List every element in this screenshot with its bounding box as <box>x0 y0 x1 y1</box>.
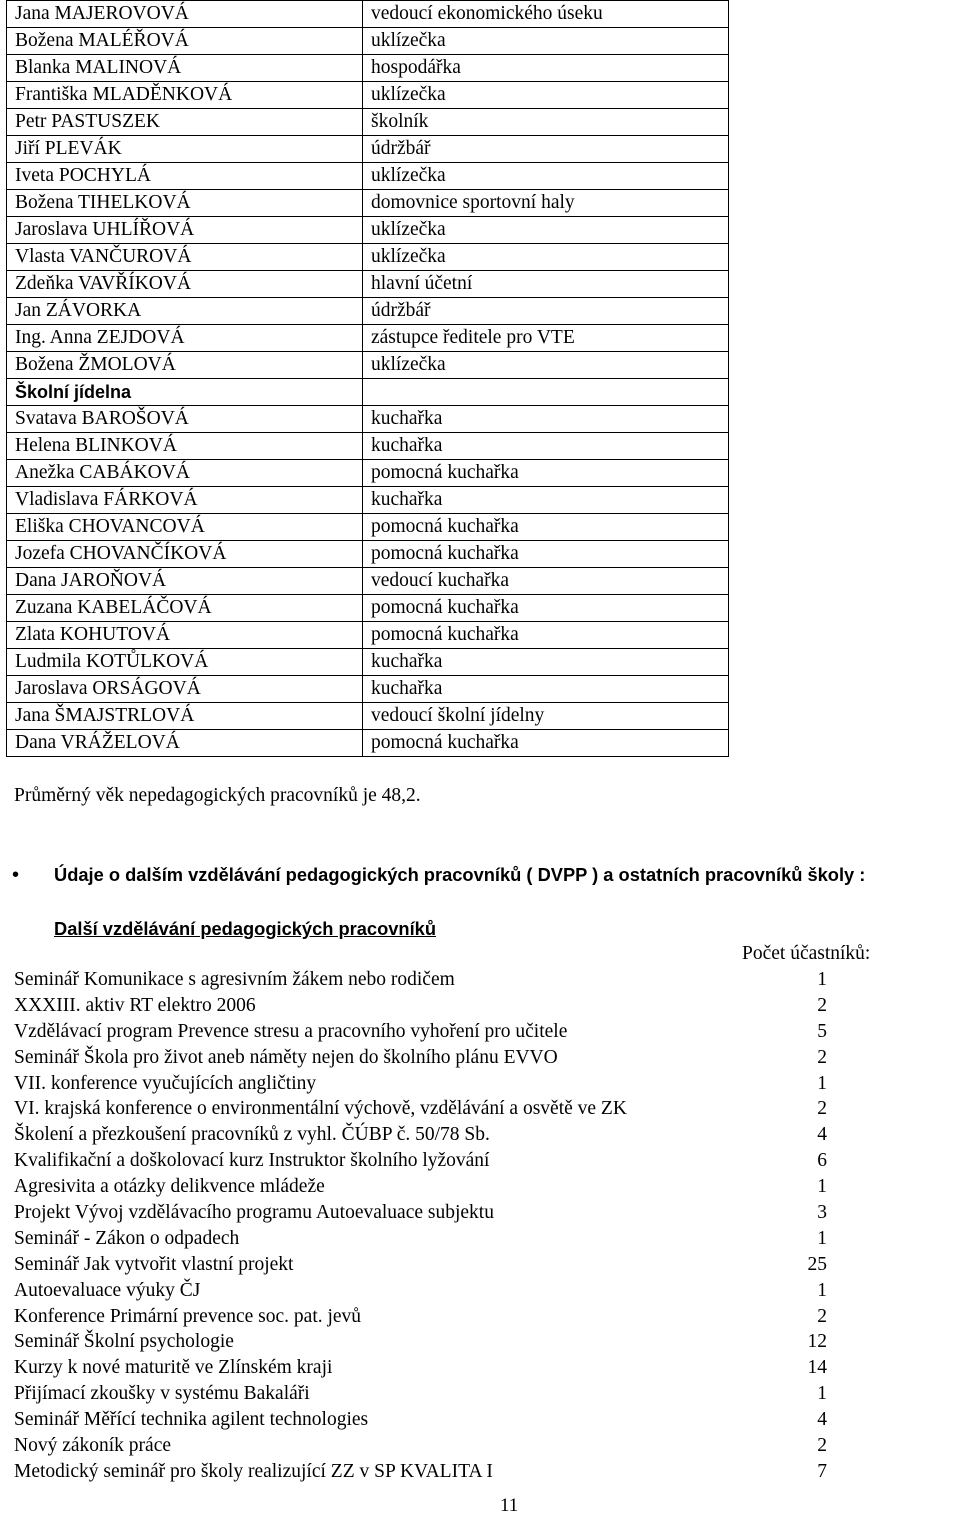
seminar-row <box>14 1381 854 1407</box>
staff-name: Jan ZÁVORKA <box>7 298 363 325</box>
staff-name: Blanka MALINOVÁ <box>7 55 363 82</box>
staff-role: uklízečka <box>363 28 729 55</box>
seminar-name: Nový zákoník práce <box>14 1435 172 1457</box>
seminar-participant-count: 1 <box>817 1072 827 1094</box>
staff-role: hlavní účetní <box>363 271 729 298</box>
staff-role: zástupce ředitele pro VTE <box>363 325 729 352</box>
staff-name: Ludmila KOTŮLKOVÁ <box>7 649 363 676</box>
staff-name: Božena ŽMOLOVÁ <box>7 352 363 379</box>
staff-row <box>7 82 729 109</box>
seminar-participant-count: 1 <box>817 969 827 990</box>
seminar-row <box>14 1200 854 1226</box>
staff-row <box>7 406 729 433</box>
seminar-row <box>14 1096 854 1122</box>
staff-row <box>7 460 729 487</box>
seminar-row <box>14 1304 854 1330</box>
staff-name: Jaroslava UHLÍŘOVÁ <box>7 217 363 244</box>
seminar-participant-count: 4 <box>817 1409 827 1431</box>
staff-name: Jiří PLEVÁK <box>7 136 363 163</box>
seminar-row <box>14 1122 854 1148</box>
staff-table-body <box>7 1 729 757</box>
page-number: 11 <box>500 1495 519 1516</box>
seminar-row <box>14 1148 854 1174</box>
seminar-row <box>14 1407 854 1433</box>
staff-name: Zlata KOHUTOVÁ <box>7 622 363 649</box>
staff-role: kuchařka <box>363 649 729 676</box>
seminar-participant-count: 3 <box>817 1202 827 1224</box>
staff-role: hospodářka <box>363 55 729 82</box>
staff-row <box>7 298 729 325</box>
staff-role <box>363 379 729 406</box>
staff-row <box>7 217 729 244</box>
staff-name: Ing. Anna ZEJDOVÁ <box>7 325 363 352</box>
seminar-participant-count: 12 <box>807 1331 827 1353</box>
seminar-participant-count: 1 <box>817 1176 827 1198</box>
seminar-row <box>14 993 854 1019</box>
staff-name: Vladislava FÁRKOVÁ <box>7 487 363 514</box>
seminar-participant-count: 25 <box>807 1253 827 1275</box>
staff-role: vedoucí kuchařka <box>363 568 729 595</box>
section-row <box>7 379 729 406</box>
seminar-participant-count: 14 <box>807 1357 827 1379</box>
staff-row <box>7 622 729 649</box>
seminar-row <box>14 1226 854 1252</box>
staff-row <box>7 163 729 190</box>
seminar-participant-count: 1 <box>817 1279 827 1301</box>
seminar-name: Seminář Školní psychologie <box>14 1331 234 1353</box>
seminar-name: Metodický seminář pro školy realizující ZZ v SP KVALITA I <box>14 1460 493 1482</box>
seminar-name: Seminář Škola pro život aneb náměty nejen do školního plánu EVVO <box>14 1046 558 1068</box>
staff-row <box>7 730 729 757</box>
seminar-name: Seminář Měřící technika agilent technologies <box>14 1409 369 1431</box>
staff-role: pomocná kuchařka <box>363 622 729 649</box>
dvpp-heading: Údaje o dalším vzdělávání pedagogických pracovníků ( DVPP ) a ostatních pracovníků školy : <box>54 864 866 885</box>
seminar-participant-count: 4 <box>817 1124 827 1146</box>
staff-role: uklízečka <box>363 163 729 190</box>
staff-row <box>7 514 729 541</box>
staff-row <box>7 487 729 514</box>
staff-name: Anežka CABÁKOVÁ <box>7 460 363 487</box>
seminar-name: Kurzy k nové maturitě ve Zlínském kraji <box>14 1357 333 1379</box>
seminar-participant-count: 5 <box>817 1020 827 1042</box>
seminar-row <box>14 1071 854 1097</box>
seminar-participant-count: 2 <box>817 1046 827 1068</box>
seminar-row <box>14 1329 854 1355</box>
seminar-participant-count: 7 <box>817 1460 827 1482</box>
staff-name: Božena TIHELKOVÁ <box>7 190 363 217</box>
seminar-name: VII. konference vyučujících angličtiny <box>14 1072 317 1094</box>
seminar-row <box>14 1355 854 1381</box>
staff-role: uklízečka <box>363 352 729 379</box>
staff-role: uklízečka <box>363 244 729 271</box>
seminar-name: Seminář Komunikace s agresivním žákem nebo rodičem <box>14 969 455 990</box>
seminar-name: Autoevaluace výuky ČJ <box>14 1279 201 1301</box>
staff-row <box>7 109 729 136</box>
staff-row <box>7 244 729 271</box>
staff-row <box>7 325 729 352</box>
staff-row <box>7 703 729 730</box>
staff-role: údržbář <box>363 136 729 163</box>
staff-role: pomocná kuchařka <box>363 460 729 487</box>
staff-name: Zuzana KABELÁČOVÁ <box>7 595 363 622</box>
staff-row <box>7 1 729 28</box>
staff-row <box>7 433 729 460</box>
staff-row <box>7 568 729 595</box>
staff-row <box>7 28 729 55</box>
staff-role: uklízečka <box>363 82 729 109</box>
participants-count-header: Počet účastníků: <box>742 943 871 964</box>
seminar-name: Agresivita a otázky delikvence mládeže <box>14 1176 325 1198</box>
staff-name: Dana VRÁŽELOVÁ <box>7 730 363 757</box>
seminar-name: XXXIII. aktiv RT elektro 2006 <box>14 994 256 1016</box>
staff-name: Božena MALÉŘOVÁ <box>7 28 363 55</box>
seminar-row <box>14 1045 854 1071</box>
seminar-row <box>14 967 854 993</box>
staff-role: vedoucí ekonomického úseku <box>363 1 729 28</box>
staff-role: údržbář <box>363 298 729 325</box>
staff-row <box>7 136 729 163</box>
dvpp-subheading: Další vzdělávání pedagogických pracovníků <box>54 918 437 939</box>
seminar-name: Školení a přezkoušení pracovníků z vyhl. ČÚBP č. 50/78 Sb. <box>14 1124 490 1146</box>
staff-row <box>7 352 729 379</box>
seminar-name: Projekt Vývoj vzdělávacího programu Autoevaluace subjektu <box>14 1202 494 1224</box>
staff-name: Jaroslava ORSÁGOVÁ <box>7 676 363 703</box>
staff-role: vedoucí školní jídelny <box>363 703 729 730</box>
staff-name: Petr PASTUSZEK <box>7 109 363 136</box>
seminar-name: Konference Primární prevence soc. pat. jevů <box>14 1305 362 1327</box>
staff-row <box>7 190 729 217</box>
seminar-row <box>14 1252 854 1278</box>
staff-role: kuchařka <box>363 406 729 433</box>
staff-name: Dana JAROŇOVÁ <box>7 568 363 595</box>
seminar-name: VI. krajská konference o environmentální výchově, vzdělávání a osvětě ve ZK <box>14 1098 627 1120</box>
staff-name: Svatava BAROŠOVÁ <box>7 406 363 433</box>
staff-table <box>6 0 729 757</box>
staff-name: Jana MAJEROVOVÁ <box>7 1 363 28</box>
seminar-participant-count: 2 <box>817 994 827 1016</box>
staff-name: Eliška CHOVANCOVÁ <box>7 514 363 541</box>
seminar-list <box>14 967 854 1485</box>
seminar-participant-count: 2 <box>817 1098 827 1120</box>
staff-name: Jozefa CHOVANČÍKOVÁ <box>7 541 363 568</box>
staff-role: pomocná kuchařka <box>363 595 729 622</box>
section-title: Školní jídelna <box>7 379 363 406</box>
staff-role: školník <box>363 109 729 136</box>
seminar-participant-count: 1 <box>817 1227 827 1249</box>
average-age-note: Průměrný věk nepedagogických pracovníků je 48,2. <box>14 785 421 806</box>
staff-row <box>7 676 729 703</box>
staff-role: kuchařka <box>363 433 729 460</box>
seminar-row <box>14 1278 854 1304</box>
staff-row <box>7 649 729 676</box>
staff-name: Vlasta VANČUROVÁ <box>7 244 363 271</box>
staff-name: Helena BLINKOVÁ <box>7 433 363 460</box>
seminar-name: Seminář Jak vytvořit vlastní projekt <box>14 1253 294 1275</box>
seminar-row <box>14 1019 854 1045</box>
staff-row <box>7 595 729 622</box>
staff-name: Zdeňka VAVŘÍKOVÁ <box>7 271 363 298</box>
staff-role: uklízečka <box>363 217 729 244</box>
staff-role: domovnice sportovní haly <box>363 190 729 217</box>
seminar-row <box>14 1459 854 1485</box>
seminar-row <box>14 1174 854 1200</box>
staff-name: Františka MLADĚNKOVÁ <box>7 82 363 109</box>
seminar-name: Přijímací zkoušky v systému Bakaláři <box>14 1383 310 1405</box>
seminar-participant-count: 2 <box>817 1435 827 1457</box>
seminar-row <box>14 1433 854 1459</box>
seminar-participant-count: 6 <box>817 1150 827 1172</box>
staff-role: pomocná kuchařka <box>363 514 729 541</box>
staff-role: pomocná kuchařka <box>363 541 729 568</box>
seminar-name: Kvalifikační a doškolovací kurz Instruktor školního lyžování <box>14 1150 490 1172</box>
staff-row <box>7 541 729 568</box>
staff-name: Iveta POCHYLÁ <box>7 163 363 190</box>
seminar-participant-count: 1 <box>817 1383 827 1405</box>
bullet-icon: • <box>12 864 20 886</box>
staff-role: kuchařka <box>363 487 729 514</box>
staff-role: kuchařka <box>363 676 729 703</box>
staff-row <box>7 55 729 82</box>
staff-name: Jana ŠMAJSTRLOVÁ <box>7 703 363 730</box>
staff-role: pomocná kuchařka <box>363 730 729 757</box>
seminar-name: Vzdělávací program Prevence stresu a pracovního vyhoření pro učitele <box>14 1020 568 1042</box>
seminar-participant-count: 2 <box>817 1305 827 1327</box>
staff-row <box>7 271 729 298</box>
seminar-name: Seminář - Zákon o odpadech <box>14 1227 240 1249</box>
